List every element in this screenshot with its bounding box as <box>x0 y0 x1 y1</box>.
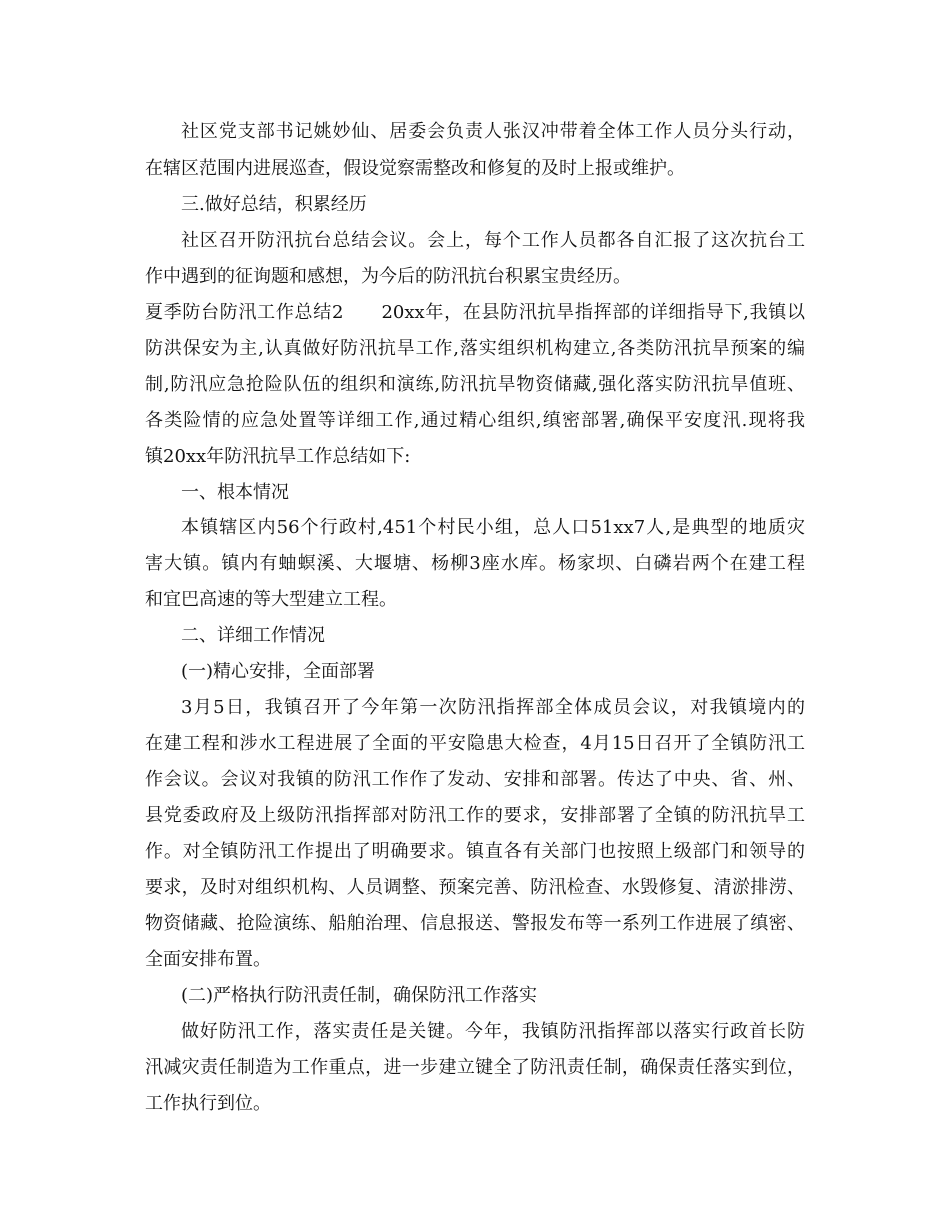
paragraph-line: 社区党支部书记姚妙仙、居委会负责人张汉冲带着全体工作人员分头行动， <box>181 121 805 142</box>
paragraph-line: 物资储藏、抢险演练、船舶治理、信息报送、警报发布等一系列工作进展了缜密、 <box>145 913 805 934</box>
paragraph-line: 工作执行到位。 <box>145 1093 271 1114</box>
subsection-heading: (二)严格执行防汛责任制，确保防汛工作落实 <box>181 985 538 1006</box>
paragraph-line: 防洪保安为主,认真做好防汛抗旱工作,落实组织机构建立,各类防汛抗旱预案的编 <box>145 338 805 359</box>
subsection-heading: (一)精心安排，全面部署 <box>181 661 376 682</box>
paragraph-line: 做好防汛工作，落实责任是关键。今年，我镇防汛指挥部以落实行政首长防 <box>181 1021 805 1042</box>
paragraph-line: 本镇辖区内56个行政村,451个村民小组，总人口51xx7人,是典型的地质灾 <box>181 517 805 538</box>
paragraph-line: 全面安排布置。 <box>145 949 271 970</box>
paragraph-line: 要求，及时对组织机构、人员调整、预案完善、防汛检查、水毁修复、清淤排涝、 <box>145 877 805 898</box>
paragraph-line: 社区召开防汛抗台总结会议。会上，每个工作人员都各自汇报了这次抗台工 <box>181 230 805 251</box>
paragraph-line: 各类险情的应急处置等详细工作,通过精心组织,缜密部署,确保平安度汛.现将我 <box>145 410 805 431</box>
paragraph-line: 制,防汛应急抢险队伍的组织和演练,防汛抗旱物资储藏,强化落实防汛抗旱值班、 <box>145 374 805 395</box>
paragraph-line: 汛减灾责任制造为工作重点，进一步建立键全了防汛责任制，确保责任落实到位， <box>145 1057 805 1078</box>
paragraph-line: 作中遇到的征询题和感想，为今后的防汛抗台积累宝贵经历。 <box>145 266 631 287</box>
paragraph-line: 在辖区范围内进展巡查，假设觉察需整改和修复的及时上报或维护。 <box>145 158 685 179</box>
paragraph-line: 县党委政府及上级防汛指挥部对防汛工作的要求，安排部署了全镇的防汛抗旱工 <box>145 805 805 826</box>
section-heading: 三.做好总结，积累经历 <box>181 194 367 215</box>
paragraph-line: 镇20xx年防汛抗旱工作总结如下: <box>145 446 411 467</box>
paragraph-line: 夏季防台防汛工作总结2 20xx年，在县防汛抗旱指挥部的详细指导下,我镇以 <box>145 302 805 323</box>
section-heading: 一、根本情况 <box>181 482 289 503</box>
section-heading: 二、详细工作情况 <box>181 625 325 646</box>
paragraph-line: 作。对全镇防汛工作提出了明确要求。镇直各有关部门也按照上级部门和领导的 <box>145 841 805 862</box>
paragraph-line: 3月5日，我镇召开了今年第一次防汛指挥部全体成员会议，对我镇境内的 <box>181 697 805 718</box>
paragraph-line: 害大镇。镇内有蚰螟溪、大堰塘、杨柳3座水库。杨家坝、白磷岩两个在建工程 <box>145 553 805 574</box>
paragraph-line: 作会议。会议对我镇的防汛工作作了发动、安排和部署。传达了中央、省、州、 <box>145 769 805 790</box>
paragraph-line: 在建工程和涉水工程进展了全面的平安隐患大检查，4月15日召开了全镇防汛工 <box>145 733 805 754</box>
paragraph-line: 和宜巴高速的等大型建立工程。 <box>145 589 397 610</box>
